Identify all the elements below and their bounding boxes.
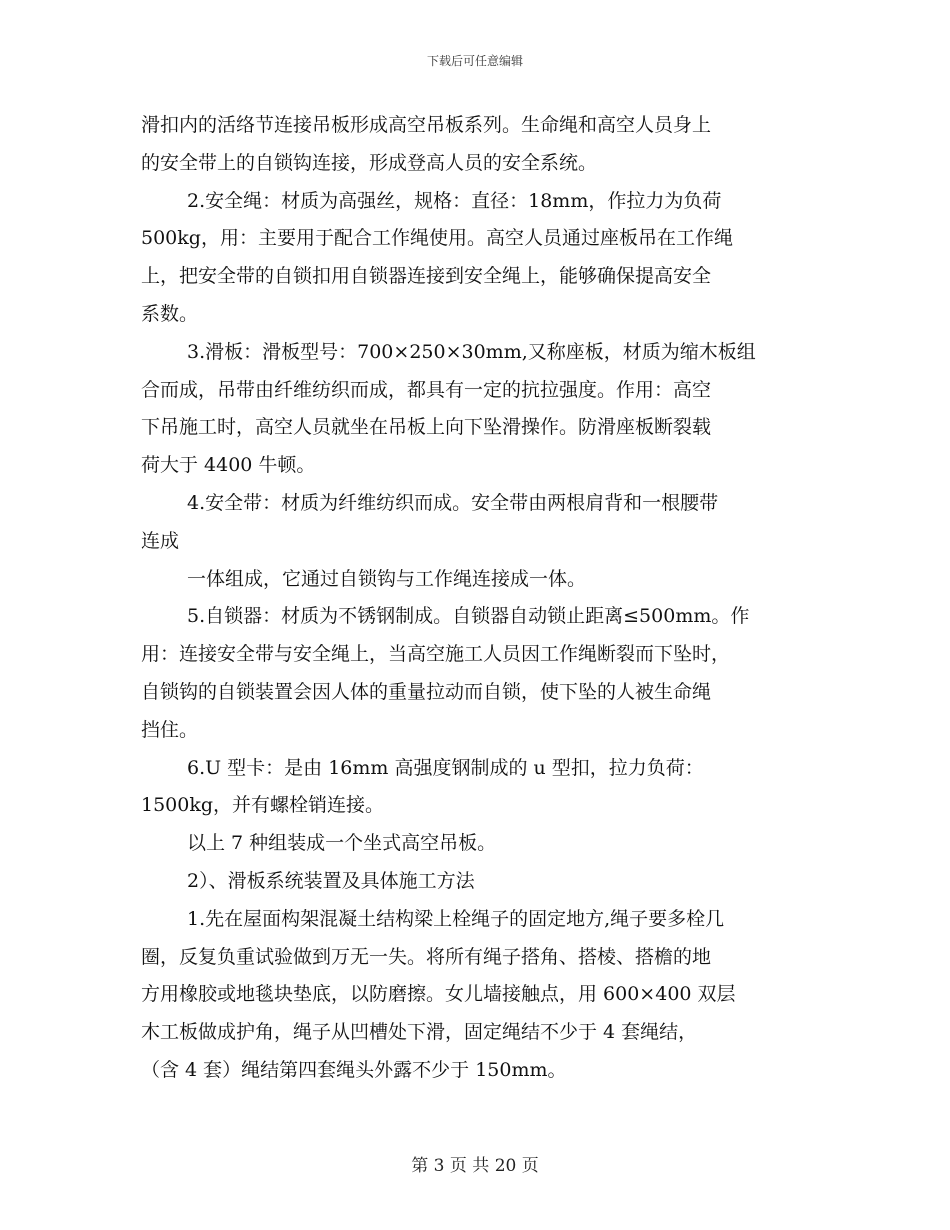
document-body <box>141 107 841 1090</box>
page-number: 第 3 页 共 20 页 <box>411 1156 539 1176</box>
text-line: 的安全带上的自锁钩连接，形成登高人员的安全系统。 <box>141 151 598 174</box>
text-line: 滑扣内的活络节连接吊板形成高空吊板系列。生命绳和高空人员身上 <box>141 114 712 136</box>
text-line: 5.自锁器：材质为不锈钢制成。自锁器自动锁止距离≤500mm。作 <box>187 605 750 628</box>
text-line: 用：连接安全带与安全绳上，当高空施工人员因工作绳断裂而下坠时， <box>141 643 731 666</box>
text-line: 以上 7 种组装成一个坐式高空吊板。 <box>187 832 497 855</box>
text-line: （含 4 套）绳结第四套绳头外露不少于 150mm。 <box>141 1058 567 1081</box>
text-line: 系数。 <box>141 302 199 325</box>
text-line: 自锁钩的自锁装置会因人体的重量拉动而自锁，使下坠的人被生命绳 <box>141 680 712 703</box>
text-line: 4.安全带：材质为纤维纺织而成。安全带由两根肩背和一根腰带 <box>187 491 719 514</box>
text-line: 荷大于 4400 牛顿。 <box>141 454 316 477</box>
text-line: 500kg，用：主要用于配合工作绳使用。高空人员通过座板吊在工作绳 <box>141 227 733 250</box>
text-line: 1.先在屋面构架混凝土结构梁上栓绳子的固定地方,绳子要多栓几 <box>187 907 725 930</box>
text-line: 6.U 型卡：是由 16mm 高强度钢制成的 u 型扣，拉力负荷： <box>187 756 704 779</box>
text-line: 下吊施工时，高空人员就坐在吊板上向下坠滑操作。防滑座板断裂载 <box>141 416 712 439</box>
text-line: 挡住。 <box>141 718 199 741</box>
text-line: 2）、滑板系统装置及具体施工方法 <box>187 869 475 892</box>
page-header: 下载后可任意编辑 <box>426 54 523 68</box>
text-line: 上，把安全带的自锁扣用自锁器连接到安全绳上，能够确保提高安全 <box>141 265 712 288</box>
text-line: 方用橡胶或地毯块垫底，以防磨擦。女儿墙接触点，用 600×400 双层 <box>141 983 736 1006</box>
text-line: 2.安全绳：材质为高强丝，规格：直径：18mm，作拉力为负荷 <box>187 189 722 212</box>
text-line: 连成 <box>141 529 180 552</box>
text-line: 圈，反复负重试验做到万无一失。将所有绳子搭角、搭棱、搭檐的地 <box>141 945 712 968</box>
text-line: 3.滑板：滑板型号：700×250×30mm,又称座板，材质为缩木板组 <box>187 340 756 363</box>
text-line: 1500kg，并有螺栓销连接。 <box>141 794 385 817</box>
text-line: 一体组成，它通过自锁钩与工作绳连接成一体。 <box>187 567 587 590</box>
text-line: 合而成，吊带由纤维纺织而成，都具有一定的抗拉强度。作用：高空 <box>141 378 712 401</box>
text-line: 木工板做成护角，绳子从凹槽处下滑，固定绳结不少于 4 套绳结， <box>141 1021 698 1044</box>
